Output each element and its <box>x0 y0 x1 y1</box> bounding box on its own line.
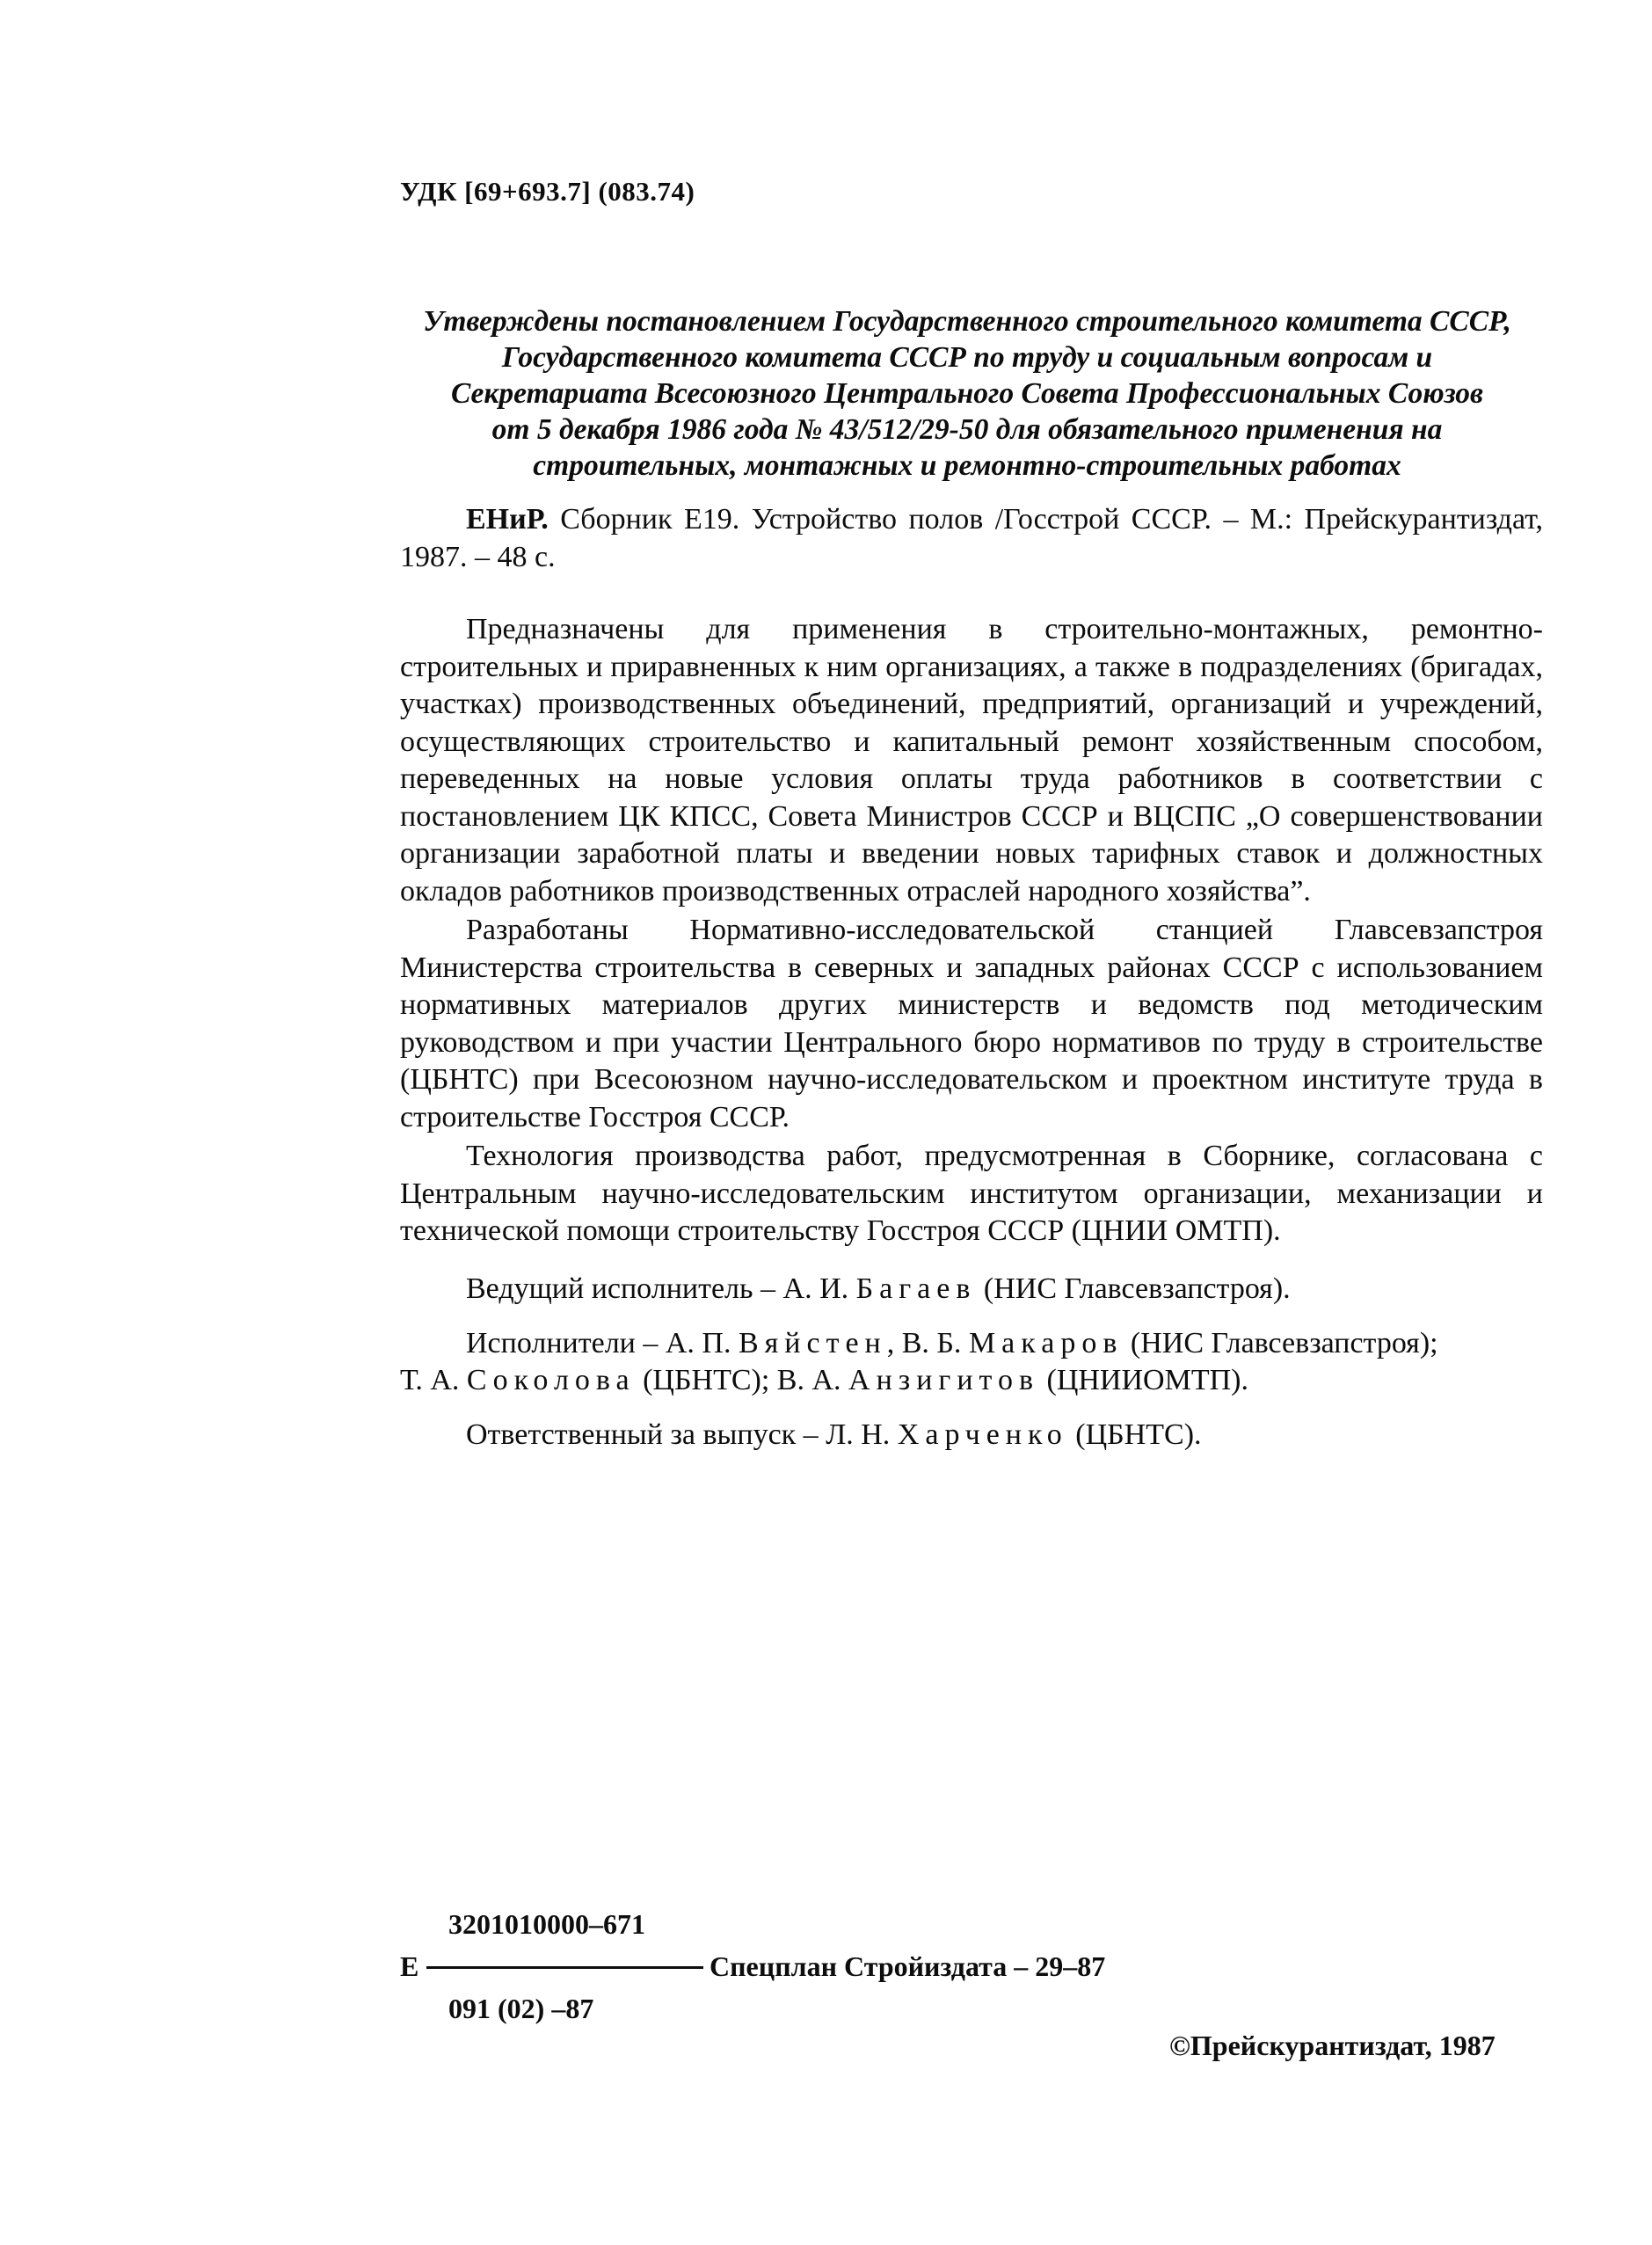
paragraph-purpose: Предназначены для применения в строительно-монтажных, ремонтно-строительных и приравненных к ним организациях, а также в подразделениях (бригадах, участках) производственных объединений, предприятий, организаций и учреждений, осуществляющих строительство и капитальный ремонт хозяйственным способом, переведенных на новые условия оплаты труда работников в соответствии с постановлением ЦК КПСС, Совета Министров СССР и ВЦСПС „О совершенствовании организации заработной платы и введении новых тарифных ставок и должностных окладов работников производственных отраслей народного хозяйства”. <box>400 613 1543 907</box>
publication-code-letter: Е <box>400 1950 419 1982</box>
executor-name: Вяйстен <box>738 1327 887 1359</box>
lead-org: (НИС Главсевзапстроя). <box>976 1272 1291 1305</box>
main-text <box>400 611 1543 1250</box>
publication-code-denominator: 091 (02) –87 <box>448 1993 594 2024</box>
executor-initials: В. А. <box>776 1364 849 1396</box>
approval-statement <box>387 303 1547 484</box>
executor-org: (ЦБНТС); <box>635 1364 777 1396</box>
executor-org: (ЦНИИОМТП). <box>1039 1364 1248 1396</box>
executors-line-2 <box>400 1362 1543 1399</box>
credits-block <box>400 1271 1543 1454</box>
copyright-notice: ©Прейскурантиздат, 1987 <box>1169 2030 1496 2061</box>
executor-name: Анзигитов <box>848 1364 1039 1396</box>
paragraph-technology: Технология производства работ, предусмотренная в Сборнике, согласована с Центральным научно-исследовательским институтом организации, механизации и технической помощи строительству Госстроя СССР (ЦНИИ ОМТП). <box>400 1140 1543 1247</box>
lead-label: Ведущий исполнитель – <box>466 1272 783 1305</box>
paragraph-developers: Разработаны Нормативно-исследовательской станцией Главсевзапстроя Министерства строительства в северных и западных районах СССР с использованием нормативных материалов других министерств и ведомств под методическим руководством и при участии Центрального бюро нормативов по труду в строительстве (ЦБНТС) при Всесоюзном научно-исследовательском и проектном институте труда в строительстве Госстроя СССР. <box>400 914 1543 1133</box>
approval-line: Секретариата Всесоюзного Центрального Совета Профессиональных Союзов <box>450 377 1483 410</box>
executors-line-1 <box>400 1325 1543 1362</box>
biblio-title: ЕНиР. <box>466 503 549 536</box>
executor-initials: А. П. <box>665 1327 739 1359</box>
publication-code-numerator: 3201010000–671 <box>448 1908 645 1940</box>
publication-plan: Спецплан Стройиздата – 29–87 <box>710 1950 1106 1982</box>
responsible-editor <box>400 1417 1543 1454</box>
udk-code: УДК [69+693.7] (083.74) <box>400 176 695 207</box>
approval-line: Государственного комитета СССР по труду и социальным вопросам и <box>501 341 1433 374</box>
responsible-name: Харченко <box>897 1418 1068 1451</box>
lead-name: Багаев <box>855 1272 977 1305</box>
responsible-org: (ЦБНТС). <box>1067 1418 1202 1451</box>
bibliographic-entry <box>400 501 1543 576</box>
executor-name: Соколова <box>466 1364 636 1396</box>
biblio-details: Сборник Е19. Устройство полов /Госстрой СССР. – М.: Прейскурантиздат, 1987. – 48 с. <box>400 503 1543 573</box>
executor-org: (НИС Главсевзапстроя); <box>1123 1327 1438 1359</box>
executors-label: Исполнители – <box>466 1327 666 1359</box>
lead-initials: А. И. <box>782 1272 856 1305</box>
executor-initials: , В. Б. <box>886 1327 969 1359</box>
responsible-initials: Л. Н. <box>826 1418 898 1451</box>
responsible-label: Ответственный за выпуск – <box>466 1418 826 1451</box>
lead-executor <box>400 1271 1543 1308</box>
executor-name: Макаров <box>968 1327 1124 1359</box>
approval-line: Утверждены постановлением Государственного строительного комитета СССР, <box>423 305 1511 338</box>
executor-initials: Т. А. <box>400 1364 467 1396</box>
fraction-line <box>426 1966 703 1969</box>
approval-line: от 5 декабря 1986 года № 43/512/29-50 для обязательного применения на <box>491 413 1443 446</box>
approval-line: строительных, монтажных и ремонтно-строительных работах <box>533 449 1401 482</box>
